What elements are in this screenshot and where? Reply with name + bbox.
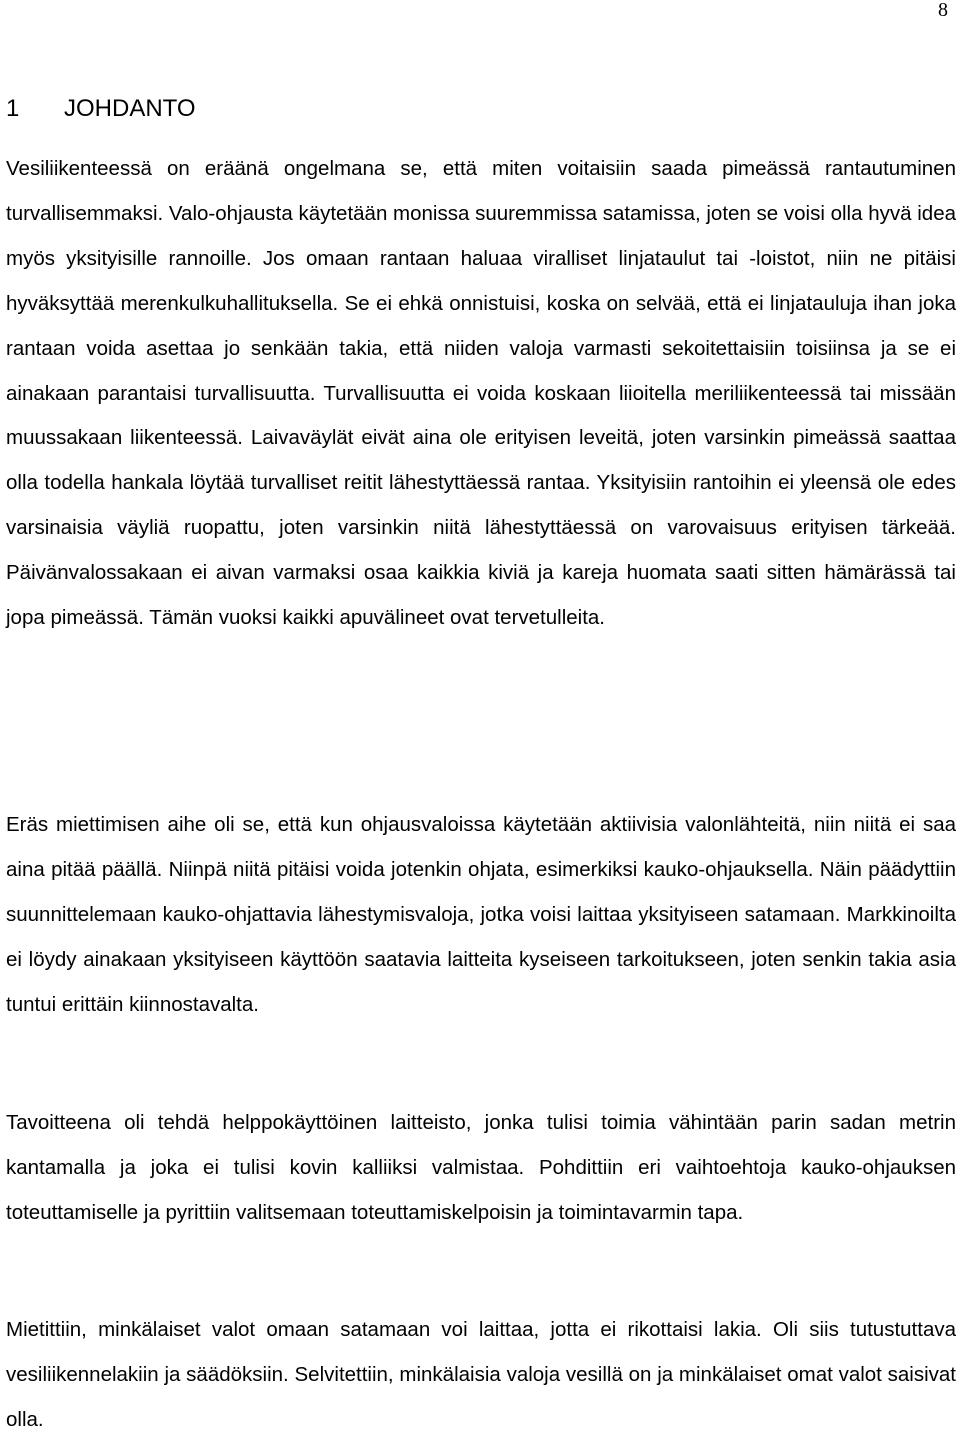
page-number: 8	[938, 0, 948, 21]
chapter-number: 1	[6, 95, 20, 122]
chapter-title: JOHDANTO	[64, 95, 196, 122]
paragraph-goal: Tavoitteena oli tehdä helppokäyttöinen laitteisto, jonka tulisi toimia vähintään parin sadan metrin kantamalla ja joka ei tulisi kovin kalliiksi valmistaa. Pohdittiin eri vaihtoehtoja kauko-ohjauksen toteuttamiselle ja pyrittiin valitsemaan toteuttamiskelpoisin ja toimintavarmin tapa.	[6, 1111, 956, 1224]
paragraph-remote-control: Eräs miettimisen aihe oli se, että kun ohjausvaloissa käytetään aktiivisia valonlähteitä, niin niitä ei saa aina pitää päällä. Niinpä niitä pitäisi voida jotenkin ohjata, esimerkiksi kauko-ohjauksella. Näin päädyttiin suunnittelemaan kauko-ohjattavia lähestymisvaloja, jotka voisi laittaa yksityiseen satamaan. Markkinoilta ei löydy ainakaan yksityiseen käyttöön saatavia laitteita kyseiseen tarkoitukseen, joten senkin takia asia tuntui erittäin kiinnostavalta.	[6, 813, 956, 1016]
paragraph-intro: Vesiliikenteessä on eräänä ongelmana se, että miten voitaisiin saada pimeässä rantautuminen turvallisemmaksi. Valo-ohjausta käytetään monissa suuremmissa satamissa, joten se voisi olla hyvä idea myös yksityisille rannoille. Jos omaan rantaan haluaa viralliset linjataulut tai -loistot, niin ne pitäisi hyväksyttää merenkulkuhallituksella. Se ei ehkä onnistuisi, koska on selvää, että ei linjatauluja ihan joka rantaan voida asettaa jo senkään takia, että niiden valoja varmasti sekoitettaisiin toisiinsa ja se ei ainakaan parantaisi turvallisuutta. Turvallisuutta ei voida koskaan liioitella meriliikenteessä tai missään muussakaan liikenteessä. Laivaväylät eivät aina ole erityisen leveitä, joten varsinkin pimeässä saattaa olla todella hankala löytää turvalliset reitit lähestyttäessä rantaa. Yksityisiin rantoihin ei yleensä ole edes varsinaisia väyliä ruopattu, joten varsinkin niitä lähestyttäessä on varovaisuus erityisen tärkeää. Päivänvalossakaan ei aivan varmaksi osaa kaikkia kiviä ja kareja huomata saati sitten hämärässä tai jopa pimeässä. Tämän vuoksi kaikki apuvälineet ovat tervetulleita.	[6, 157, 956, 630]
paragraph-legislation: Mietittiin, minkälaiset valot omaan satamaan voi laittaa, jotta ei rikottaisi lakia. Oli siis tutustuttava vesiliikennelakiin ja säädöksiin. Selvitettiin, minkälaisia valoja vesillä on ja minkälaiset omat valot saisivat olla.	[6, 1318, 956, 1431]
chapter-heading	[6, 94, 196, 124]
